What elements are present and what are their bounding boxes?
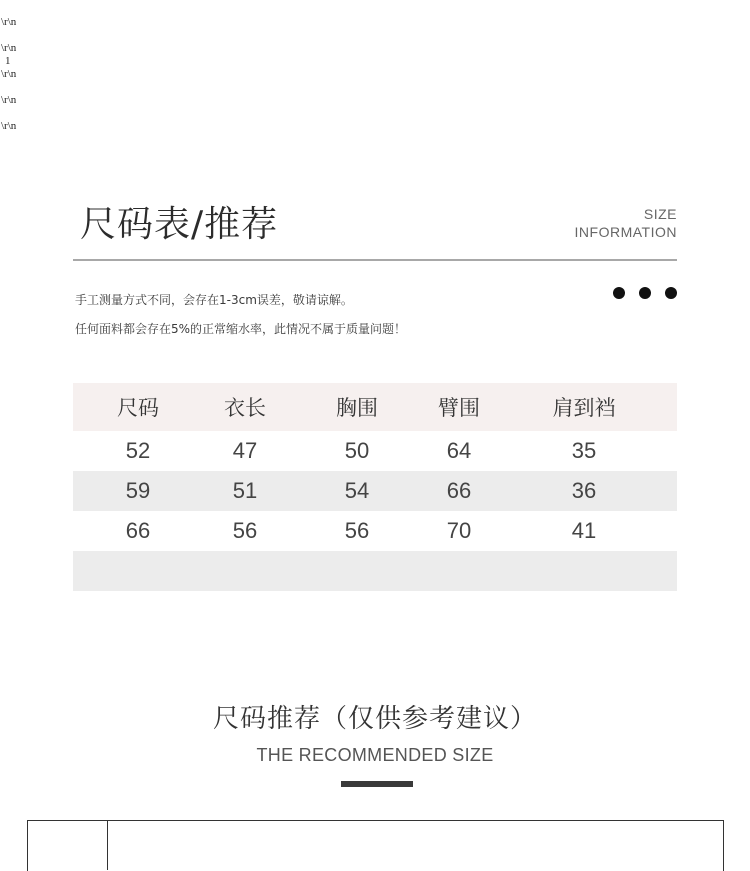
table-cell: 59 <box>125 478 151 503</box>
raw-line <box>1 29 16 42</box>
table-cell: 70 <box>446 518 472 543</box>
raw-text-lines <box>1 16 16 133</box>
table-cell: 36 <box>571 478 597 503</box>
table-cell: 54 <box>344 478 370 503</box>
raw-line <box>1 81 16 94</box>
table-cell: 51 <box>232 478 258 503</box>
raw-line: 1 <box>5 55 11 67</box>
table-cell: 64 <box>446 438 472 463</box>
header-divider <box>73 259 677 261</box>
raw-line: \r\n <box>1 42 17 54</box>
dot-icon <box>639 287 651 299</box>
table-row <box>73 471 677 511</box>
raw-line: \r\n <box>1 94 17 106</box>
recommend-subtitle: THE RECOMMENDED SIZE <box>256 745 494 765</box>
dot-icon <box>665 287 677 299</box>
table-row <box>73 431 677 471</box>
header-cell-size: 尺码 <box>117 396 159 420</box>
table-cell: 35 <box>571 438 597 463</box>
table-header-row <box>73 383 677 431</box>
english-title-line2: INFORMATION <box>574 224 677 240</box>
measurement-note: 手工测量方式不同，会存在1-3cm误差，敬请谅解。 <box>75 293 353 307</box>
table-cell: 66 <box>125 518 151 543</box>
header-cell-chest: 胸围 <box>336 396 378 420</box>
recommend-underline <box>341 781 413 787</box>
header-cell-length: 衣长 <box>224 396 266 420</box>
header-cell-arm: 臂围 <box>438 396 480 420</box>
table-cell: 52 <box>125 438 151 463</box>
table-row <box>73 511 677 551</box>
dot-icon <box>613 287 625 299</box>
table-cell: 41 <box>571 518 597 543</box>
recommend-title: 尺码推荐（仅供参考建议） <box>212 704 537 734</box>
size-table <box>73 383 677 591</box>
raw-line: \r\n <box>1 16 17 28</box>
page-title: 尺码表/推荐 <box>80 204 279 245</box>
table-empty-row <box>73 551 677 591</box>
table-cell: 66 <box>446 478 472 503</box>
table-cell: 50 <box>344 438 370 463</box>
raw-line <box>1 107 16 120</box>
english-title <box>575 205 677 241</box>
raw-line: \r\n <box>1 68 17 80</box>
recommend-table-frame <box>27 820 724 871</box>
table-cell: 56 <box>344 518 370 543</box>
table-cell: 47 <box>232 438 258 463</box>
header-cell-shoulder-crotch: 肩到裆 <box>552 396 616 420</box>
raw-line: \r\n <box>1 120 17 132</box>
decorative-dots <box>613 287 677 299</box>
shrinkage-note: 任何面料都会存在5%的正常缩水率，此情况不属于质量问题！ <box>75 322 407 336</box>
english-title-line1: SIZE <box>643 206 677 222</box>
table-cell: 56 <box>232 518 258 543</box>
